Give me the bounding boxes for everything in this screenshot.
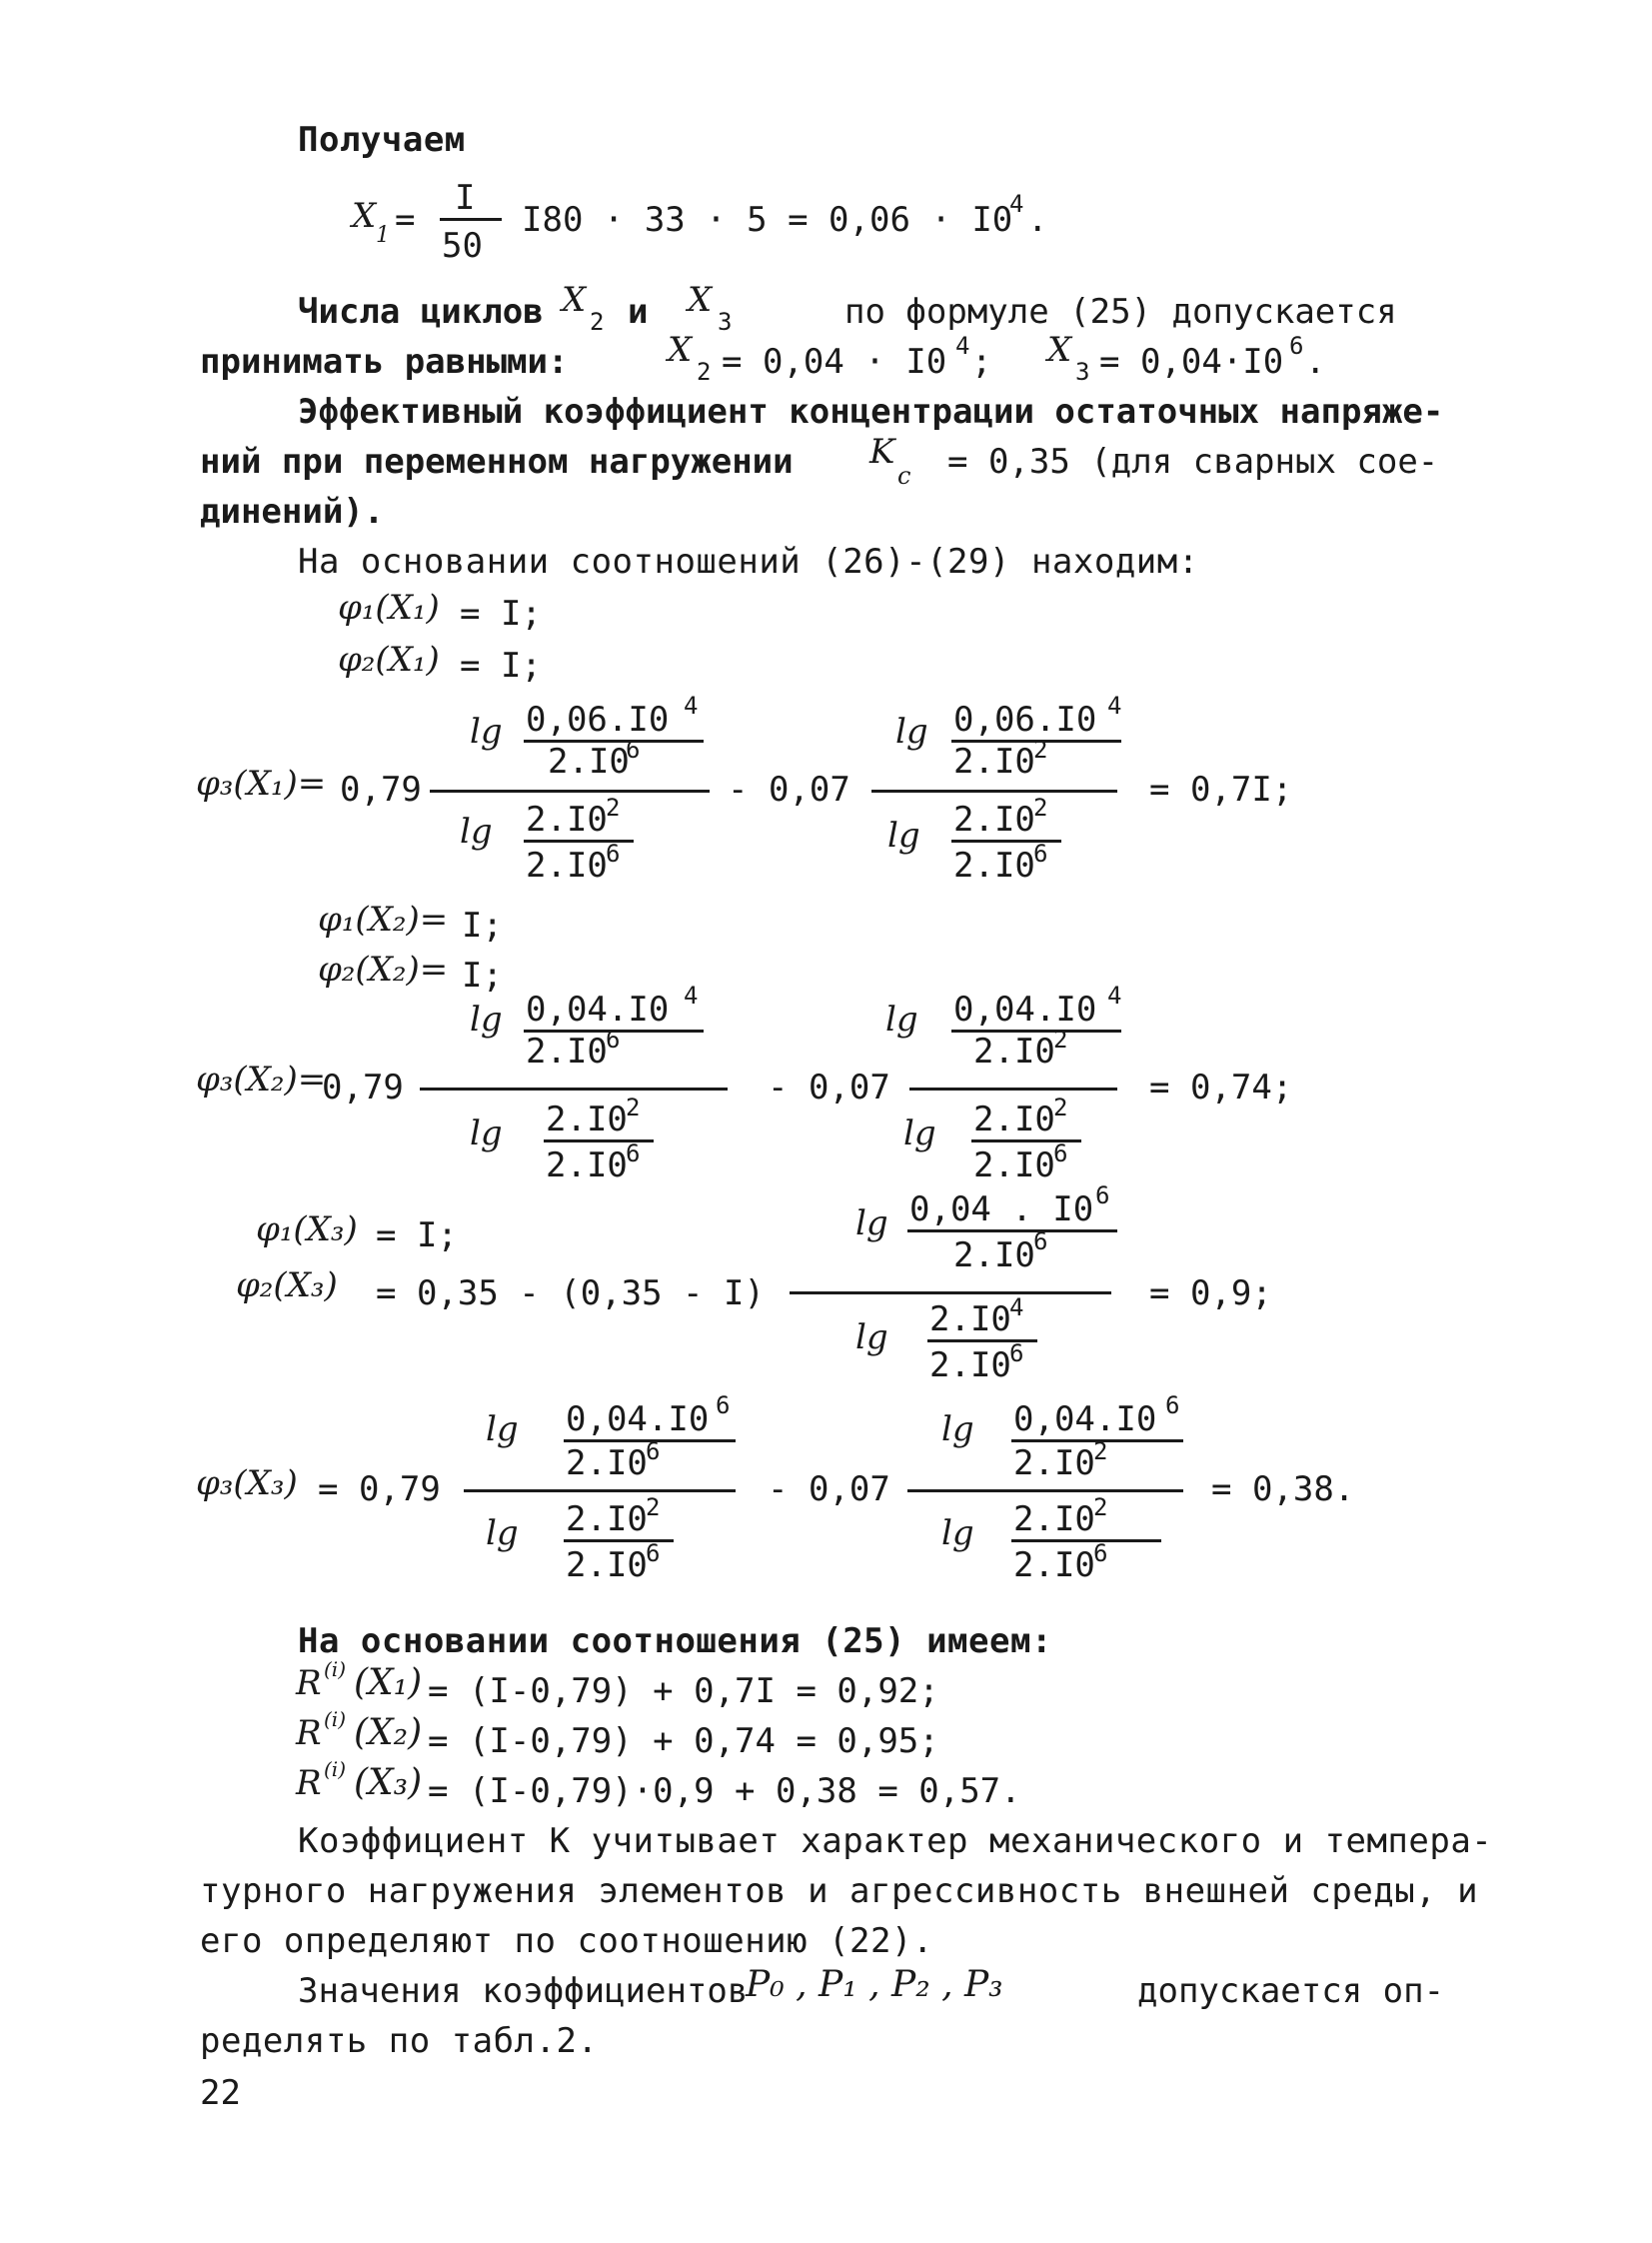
page-number: 22 bbox=[200, 2073, 241, 2113]
document-page: Получаем X 1 = I 50 I80 · 33 · 5 = 0,06 · I0 4 . Числа циклов X 2 и X 3 по формуле (25) допускается принимать равными: X 2 = 0,04 · I0 4 ; X 3 = 0,04·I0 6 . Эффективный коэффициент концентрации остаточных напряже- ний при переменном нагружении K c = 0,35 (для сварных сое- динений). На основании соотношений (26)-(29) находим: φ₁(X₁) = I; φ₂(X₁) = I; φ₃(X₁)= 0,79 lg 0,06.I0 4 2.I0 6 lg 2.I0 2 2.I0 6 - 0,07 lg 0,06.I0 4 2.I0 2 lg 2.I0 2 2.I0 6 = 0,7I; φ₁(X₂)= I; φ₂(X₂)= I; φ₃(X₂)= 0,79 lg 0,04.I0 4 2.I0 6 lg 2.I0 2 2.I0 6 - 0,07 lg 0,04.I0 4 2.I0 2 lg 2.I0 2 2.I0 6 = 0,74; φ₁(X₃) = I; φ₂(X₃) = 0,35 - (0,35 - I) lg 0,04 . I0 6 2.I0 6 lg 2.I0 4 2.I0 6 = 0,9; φ₃(X₃) = 0,79 lg 0,04.I0 6 2.I0 6 lg 2.I0 2 2.I0 6 - 0,07 lg 0,04.I0 6 2.I0 2 lg 2.I0 2 2.I0 6 = 0,38. На основании соотношения (25) имеем: R (i) (X₁) = (I-0,79) + 0,7I = 0,92; R (i) (X₂) = (I-0,79) + 0,74 = 0,95; R (i) (X₃) = (I-0,79)·0,9 + 0,38 = 0,57. Коэффициент K учитывает характер механического и темпера- турного нагружения элементов и агрессивность внешней среды, и его определяют по соотношению (22). Значения коэффициентов P₀ , P₁ , P₂ , P₃ допускается оп- ределять по табл.2. 22 bbox=[196, 120, 1493, 2113]
phi2-x2: φ₂(X₂)= bbox=[318, 950, 449, 990]
phi3-x3-main-bar-2 bbox=[907, 1489, 1183, 1492]
phi2-x3-main-bar bbox=[790, 1291, 1111, 1294]
x1-fraction-numerator: I bbox=[455, 178, 476, 218]
phi2-x1: φ₂(X₁) bbox=[338, 640, 440, 680]
phi1-x1: φ₁(X₁) bbox=[338, 588, 440, 628]
x1-exponent: 4 bbox=[1009, 190, 1024, 218]
phi3-x3-main-bar-1 bbox=[464, 1489, 736, 1492]
phi3-x2-main-bar-2 bbox=[909, 1088, 1117, 1091]
paragraph-coef-k-2: турного нагружения элементов и агрессивность внешней среды, и bbox=[200, 1871, 1479, 1911]
x1-symbol: X bbox=[352, 196, 377, 236]
paragraph-find: На основании соотношений (26)-(29) находим: bbox=[298, 542, 1199, 582]
paragraph-coef-k-3: его определяют по соотношению (22). bbox=[200, 1921, 933, 1961]
paragraph-relation-25: На основании соотношения (25) имеем: bbox=[298, 1621, 1052, 1661]
phi3-x2-main-bar-1 bbox=[420, 1088, 728, 1091]
phi3-x1-main-bar-2 bbox=[871, 790, 1117, 793]
phi1-x3: φ₁(X₃) bbox=[256, 1209, 358, 1249]
paragraph-coef-k-1: Коэффициент K учитывает характер механического и темпера- bbox=[298, 1821, 1493, 1861]
x1-rest: I80 · 33 · 5 = 0,06 · I0 bbox=[522, 200, 1013, 240]
x1-subscript: 1 bbox=[376, 223, 390, 248]
x1-fraction-denominator: 50 bbox=[442, 226, 483, 266]
phi1-x2: φ₁(X₂)= bbox=[318, 900, 449, 940]
phi3-x1-main-bar-1 bbox=[430, 790, 710, 793]
x1-fraction-bar bbox=[440, 218, 502, 221]
heading: Получаем bbox=[298, 120, 466, 160]
paragraph-table-ref: ределять по табл.2. bbox=[200, 2021, 599, 2061]
